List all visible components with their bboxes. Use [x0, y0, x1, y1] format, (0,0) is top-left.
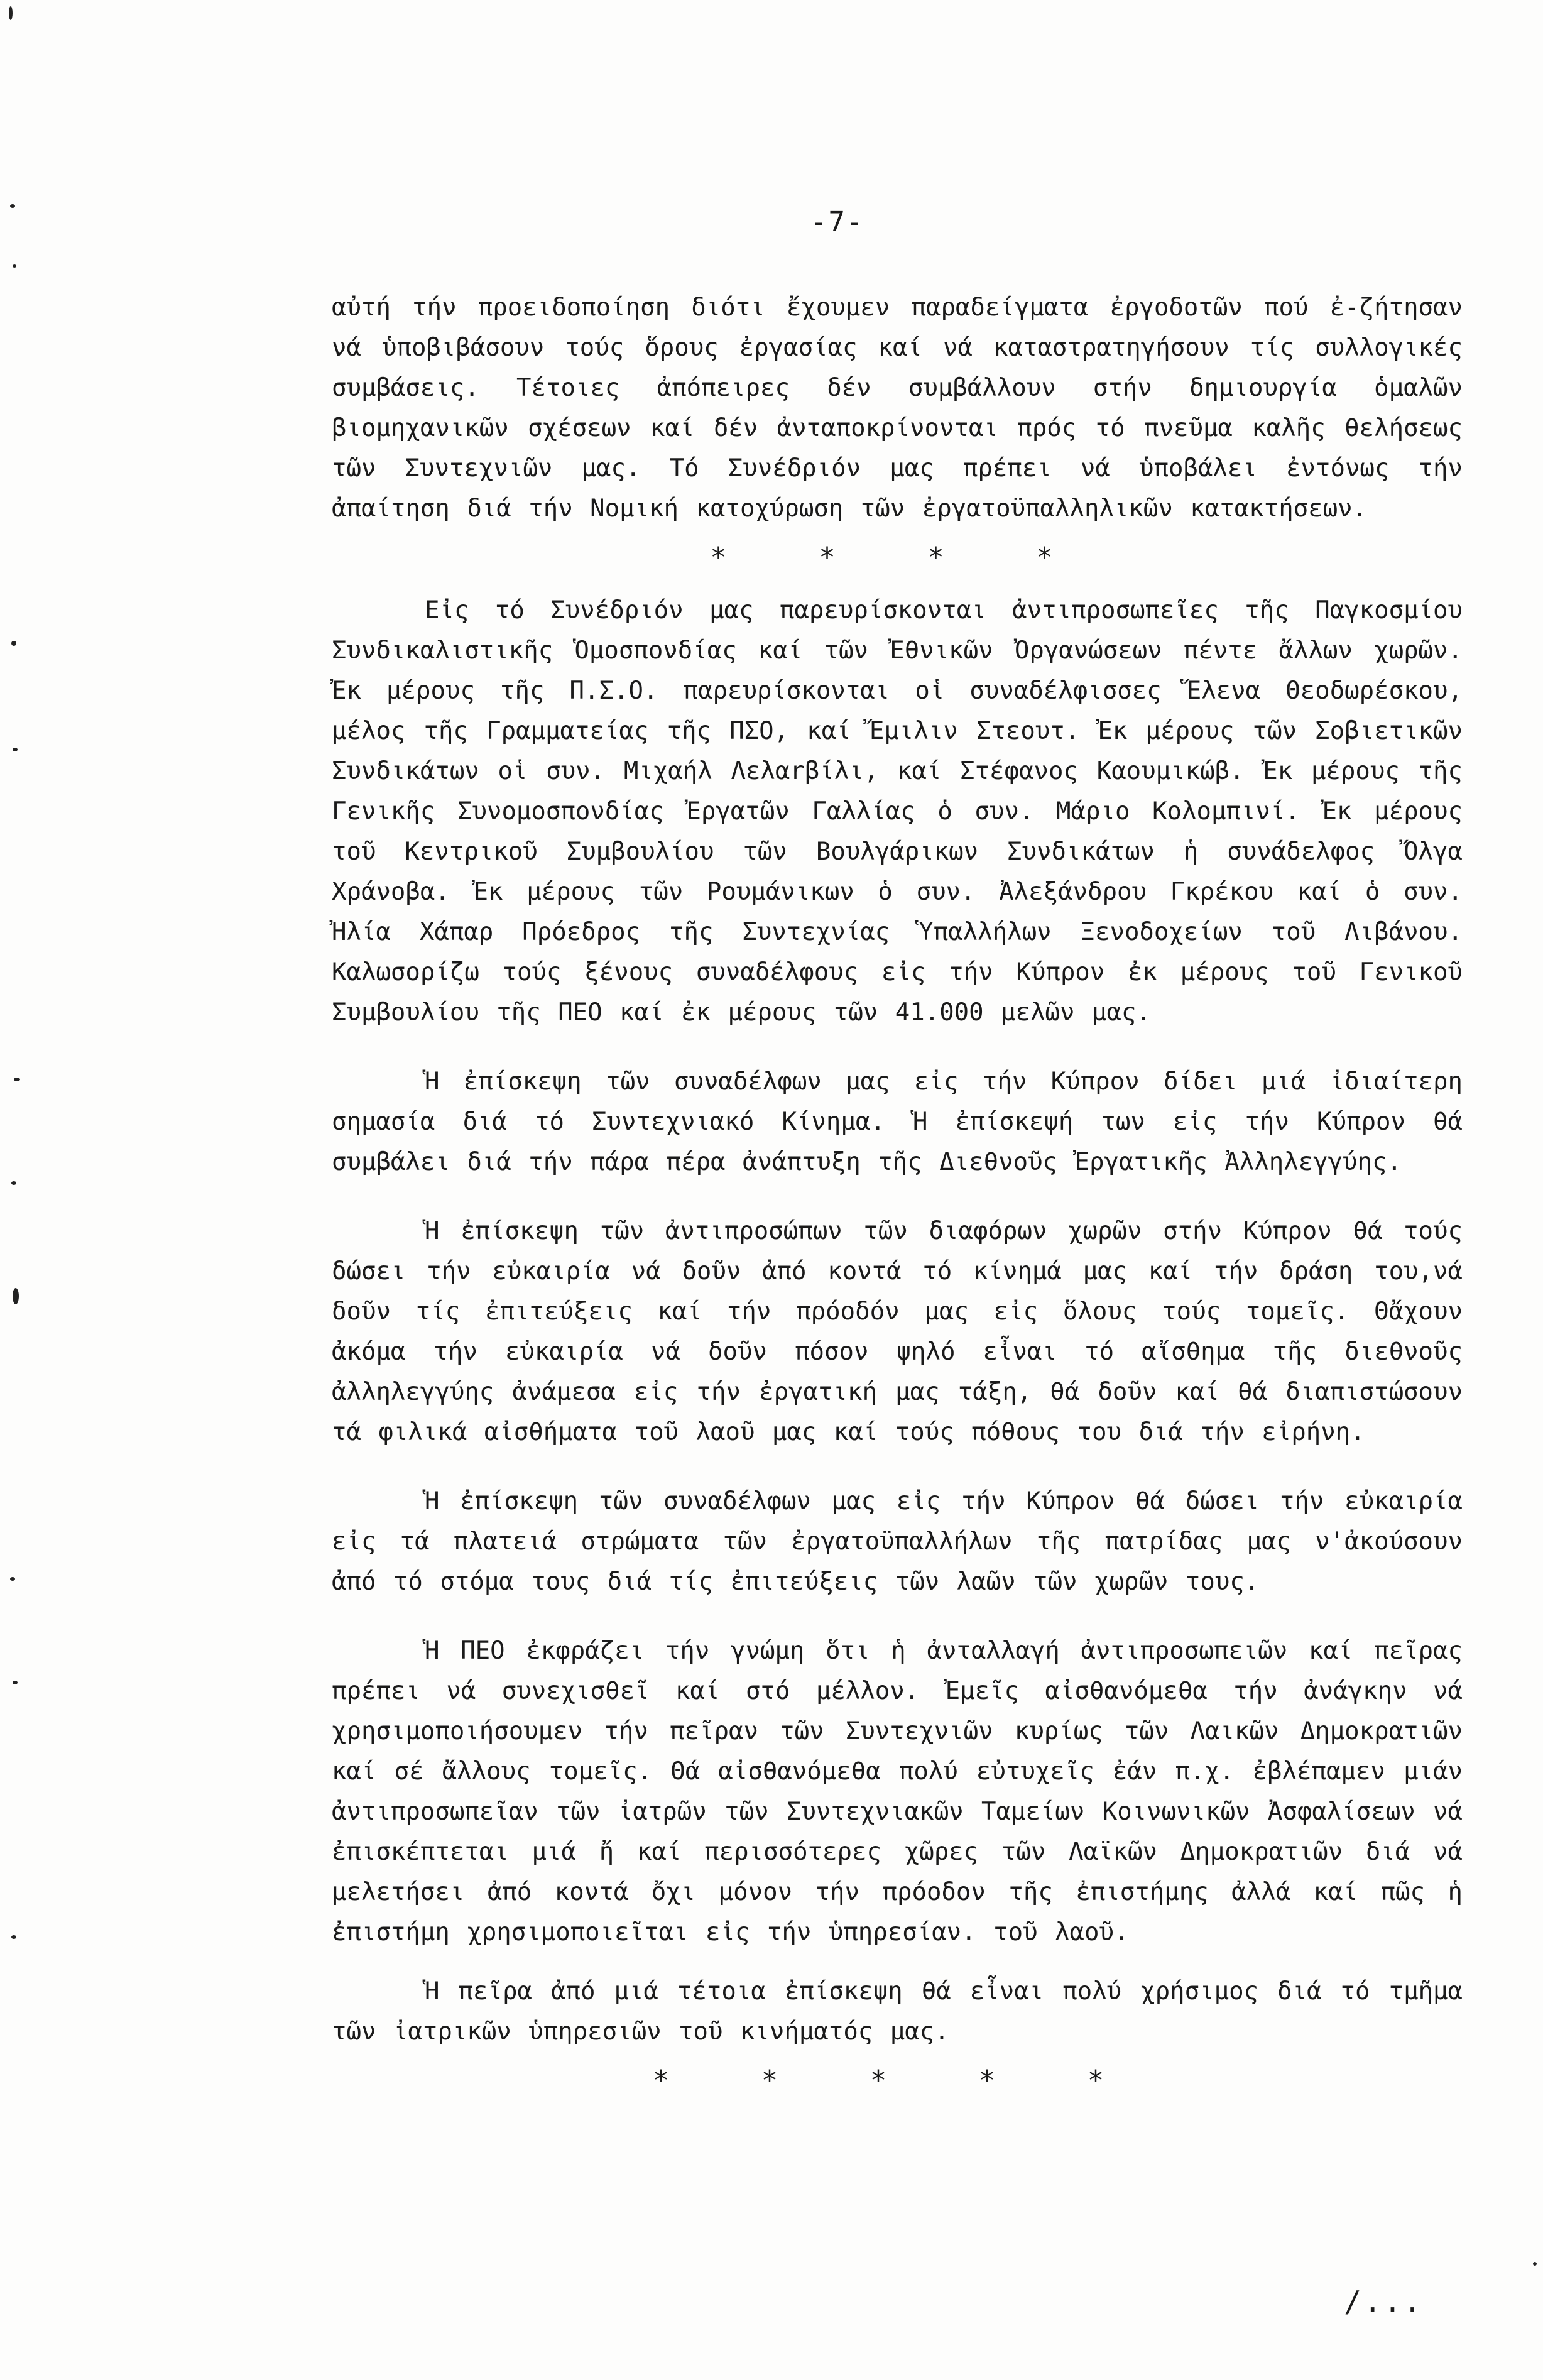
paragraph-1: αὐτή τήν προειδοποίηση διότι ἔχουμεν παραδείγματα ἐργοδοτῶν πού ἐ-ζήτησαν νά ὑποβιβάσουν τούς ὅρους ἐργασίας καί νά καταστρατηγήσουν τίς συλλογικές συμβάσεις. Τέτοιες ἀπόπειρες δέν συμβάλλουν στήν δημιουργία ὁμαλῶν βιομηχανικῶν σχέσεων καί δέν ἀνταποκρίνονται πρός τό πνεῦμα καλῆς θελήσεως τῶν Συντεχνιῶν μας. Τό Συνέδριόν μας πρέπει νά ὑποβάλει ἐντόνως τήν ἀπαίτηση διά τήν Νομική κατοχύρωση τῶν ἐργατοϋπαλληλικῶν κατακτήσεων.	[332, 293, 1463, 523]
scan-speck	[1533, 2262, 1537, 2266]
paragraph-5: Ἡ ἐπίσκεψη τῶν συναδέλφων μας εἰς τήν Κύπρον θά δώσει τήν εὐκαιρία εἰς τά πλατειά στρώματα τῶν ἐργατοϋπαλλήλων τῆς πατρίδας μας ν'ἀκούσουν ἀπό τό στόμα τους διά τίς ἐπιτεύξεις τῶν λαῶν τῶν χωρῶν τους.	[332, 1487, 1463, 1596]
scan-speck	[10, 1577, 15, 1581]
scan-speck	[11, 1935, 16, 1939]
scan-speck	[9, 6, 13, 20]
continuation-mark: /...	[1344, 2284, 1424, 2318]
paragraph-6: Ἡ ΠΕΟ ἐκφράζει τήν γνώμη ὅτι ἡ ἀνταλλαγή ἀντιπροσωπειῶν καί πεῖρας πρέπει νά συνεχισθεῖ καί στό μέλλον. Ἐμεῖς αἰσθανόμεθα τήν ἀνάγκην νά χρησιμοποιήσουμεν τήν πεῖραν τῶν Συντεχνιῶν κυρίως τῶν Λαικῶν Δημοκρατιῶν καί σέ ἄλλους τομεῖς. Θά αἰσθανόμεθα πολύ εὐτυχεῖς ἐάν π.χ. ἐβλέπαμεν μιάν ἀντιπροσωπεῖαν τῶν ἰατρῶν τῶν Συντεχνιακῶν Ταμείων Κοινωνικῶν Ἀσφαλίσεων νά ἐπισκέπτεται μιά ἤ καί περισσότερες χῶρες τῶν Λαϊκῶν Δημοκρατιῶν διά νά μελετήσει ἀπό κοντά ὄχι μόνον τήν πρόοδον τῆς ἐπιστήμης ἀλλά καί πῶς ἡ ἐπιστήμη χρησιμοποιεῖται εἰς τήν ὑπηρεσίαν. τοῦ λαοῦ.	[332, 1637, 1463, 1946]
paragraph-2: Εἰς τό Συνέδριόν μας παρευρίσκονται ἀντιπροσωπεῖες τῆς Παγκοσμίου Συνδικαλιστικῆς Ὁμοσπονδίας καί τῶν Ἐθνικῶν Ὀργανώσεων πέντε ἄλλων χωρῶν. Ἐκ μέρους τῆς Π.Σ.Ο. παρευρίσκονται οἱ συναδέλφισσες Ἕλενα Θεοδωρέσκου, μέλος τῆς Γραμματείας τῆς ΠΣΟ, καί Ἔμιλιν Στεουτ. Ἐκ μέρους τῶν Σοβιετικῶν Συνδικάτων οἱ συν. Μιχαήλ Λελαrβίλι, καί Στέφανος Καουμικώβ. Ἐκ μέρους τῆς Γενικῆς Συνομοσπονδίας Ἐργατῶν Γαλλίας ὁ συν. Μάριο Κολομπινί. Ἐκ μέρους τοῦ Κεντρικοῦ Συμβουλίου τῶν Βουλγάρικων Συνδικάτων ἡ συνάδελφος Ὄλγα Χράνοβα. Ἐκ μέρους τῶν Ρουμάνικων ὁ συν. Ἀλεξάνδρου Γκρέκου καί ὁ συν. Ἠλία Χάπαρ Πρόεδρος τῆς Συντεχνίας Ὑπαλλήλων Ξενοδοχείων τοῦ Λιβάνου. Καλωσορίζω τούς ξένους συναδέλφους εἰς τήν Κύπρον ἐκ μέρους τοῦ Γενικοῦ Συμβουλίου τῆς ΠΕΟ καί ἐκ μέρους τῶν 41.000 μελῶν μας.	[332, 596, 1463, 1027]
scan-speck	[13, 1288, 19, 1304]
document-body	[332, 288, 1463, 2114]
section-separator-1: * * * *	[710, 542, 1091, 574]
scan-speck	[13, 748, 18, 751]
section-separator-2: * * * * *	[652, 2065, 1142, 2097]
paragraph-7: Ἡ πεῖρα ἀπό μιά τέτοια ἐπίσκεψη θά εἶναι πολύ χρήσιμος διά τό τμῆμα τῶν ἰατρικῶν ὑπηρεσιῶν τοῦ κινήματός μας.	[332, 1977, 1463, 2046]
scan-speck	[11, 641, 16, 646]
scan-speck	[13, 1681, 18, 1684]
scan-speck	[13, 264, 16, 268]
page-number: -7-	[810, 206, 864, 238]
paragraph-4: Ἡ ἐπίσκεψη τῶν ἀντιπροσώπων τῶν διαφόρων χωρῶν στήν Κύπρον θά τούς δώσει τήν εὐκαιρία νά δοῦν ἀπό κοντά τό κίνημά μας καί τήν δράση του,νά δοῦν τίς ἐπιτεύξεις καί τήν πρόοδόν μας εἰς ὅλους τούς τομεῖς. Θἄχουν ἀκόμα τήν εὐκαιρία νά δοῦν πόσον ψηλό εἶναι τό αἴσθημα τῆς διεθνοῦς ἀλληλεγγύης ἀνάμεσα εἰς τήν ἐργατική μας τάξη, θά δοῦν καί θά διαπιστώσουν τά φιλικά αἰσθήματα τοῦ λαοῦ μας καί τούς πόθους του διά τήν εἰρήνη.	[332, 1217, 1463, 1446]
scan-speck	[11, 1181, 16, 1185]
scan-speck	[10, 204, 15, 208]
scan-speck	[14, 1078, 20, 1081]
paragraph-3: Ἡ ἐπίσκεψη τῶν συναδέλφων μας εἰς τήν Κύπρον δίδει μιά ἰδιαίτερη σημασία διά τό Συντεχνιακό Κίνημα. Ἡ ἐπίσκεψή των εἰς τήν Κύπρον θά συμβάλει διά τήν πάρα πέρα ἀνάπτυξη τῆς Διεθνοῦς Ἐργατικῆς Ἀλληλεγγύης.	[332, 1067, 1463, 1176]
